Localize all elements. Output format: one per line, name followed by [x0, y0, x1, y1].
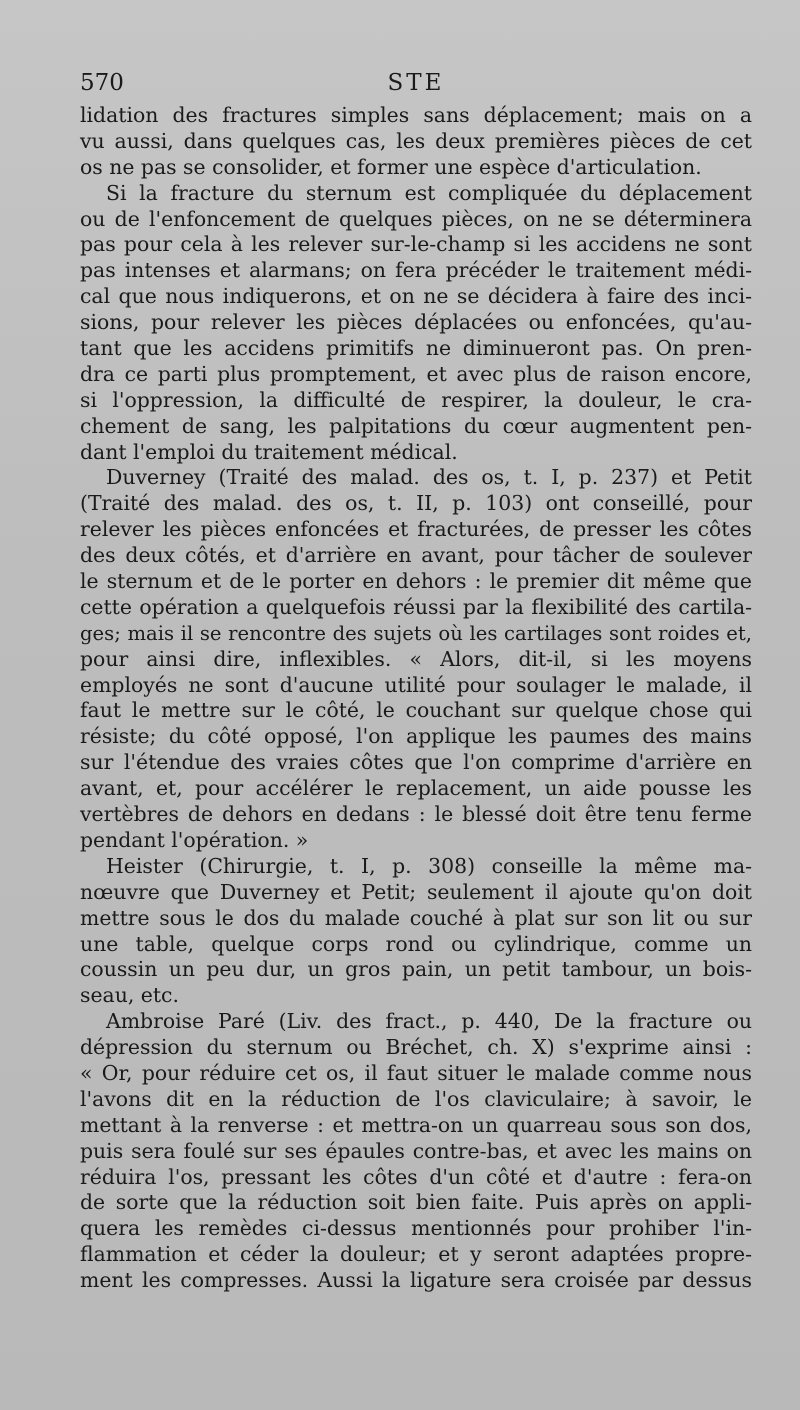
text-line: faut le mettre sur le côté, le couchant sur quelque chose qui — [80, 698, 752, 723]
text-line: cal que nous indiquerons, et on ne se décidera à faire des inci- — [80, 284, 752, 309]
text-line: avant, et, pour accélérer le replacement, un aide pousse les — [80, 776, 752, 801]
text-line: ment les compresses. Aussi la ligature sera croisée par dessus — [80, 1268, 752, 1293]
text-line: vu aussi, dans quelques cas, les deux premières pièces de cet — [80, 128, 752, 153]
text-line: de sorte que la réduction soit bien faite. Puis après on appli- — [80, 1190, 752, 1215]
text-line: Ambroise Paré (Liv. des fract., p. 440, De la fracture ou — [106, 1009, 752, 1034]
text-line: puis sera foulé sur ses épaules contre-bas, et avec les mains on — [80, 1138, 752, 1163]
text-line: lidation des fractures simples sans déplacement; mais on a — [80, 103, 752, 127]
text-line: dra ce parti plus promptement, et avec plus de raison encore, — [80, 361, 752, 386]
text-line: pas intenses et alarmans; on fera précéder le traitement médi- — [80, 258, 752, 283]
text-line: pendant l'opération. » — [80, 827, 309, 852]
text-line: quera les remèdes ci-dessus mentionnés pour prohiber l'in- — [80, 1216, 752, 1241]
text-line: résiste; du côté opposé, l'on applique les paumes des mains — [80, 724, 752, 749]
text-line: le sternum et de le porter en dehors : le premier dit même que — [80, 569, 752, 594]
text-line: pour ainsi dire, inflexibles. « Alors, dit-il, si les moyens — [80, 646, 752, 671]
text-line: relever les pièces enfoncées et fracturées, de presser les côtes — [80, 517, 752, 542]
text-line: employés ne sont d'aucune utilité pour soulager le malade, il — [80, 672, 752, 697]
text-line: nœuvre que Duverney et Petit; seulement il ajoute qu'on doit — [80, 879, 752, 904]
text-line: os ne pas se consolider, et former une espèce d'articulation. — [80, 154, 702, 179]
text-line: des deux côtés, et d'arrière en avant, pour tâcher de soulever — [80, 543, 752, 568]
text-line: coussin un peu dur, un gros pain, un petit tambour, un bois- — [80, 957, 752, 982]
text-line: mettant à la renverse : et mettra-on un quarreau sous son dos, — [80, 1112, 752, 1137]
text-line: pas pour cela à les relever sur-le-champ si les accidens ne sont — [80, 232, 752, 257]
text-line: si l'oppression, la difficulté de respirer, la douleur, le cra- — [80, 387, 752, 412]
text-line: (Traité des malad. des os, t. II, p. 103) ont conseillé, pour — [80, 491, 752, 516]
running-head: STE — [387, 70, 445, 96]
text-line: réduira l'os, pressant les côtes d'un côté et d'autre : fera-on — [80, 1164, 752, 1189]
body-text — [80, 103, 752, 1294]
text-line: une table, quelque corps rond ou cylindrique, comme un — [80, 931, 752, 956]
text-line: chement de sang, les palpitations du cœur augmentent pen- — [80, 413, 752, 438]
text-line: vertèbres de dehors en dedans : le blessé doit être tenu ferme — [80, 802, 752, 827]
text-line: mettre sous le dos du malade couché à plat sur son lit ou sur — [80, 905, 752, 930]
text-line: tant que les accidens primitifs ne diminueront pas. On pren- — [80, 336, 752, 361]
page-number: 570 — [80, 70, 124, 96]
text-line: ou de l'enfoncement de quelques pièces, on ne se déterminera — [80, 206, 752, 231]
text-line: l'avons dit en la réduction de l'os claviculaire; à savoir, le — [80, 1086, 752, 1111]
text-line: Duverney (Traité des malad. des os, t. I, p. 237) et Petit — [106, 465, 752, 490]
text-line: sions, pour relever les pièces déplacées ou enfoncées, qu'au- — [80, 310, 752, 335]
text-line: Si la fracture du sternum est compliquée du déplacement — [106, 180, 752, 205]
text-line: flammation et céder la douleur; et y seront adaptées propre- — [80, 1242, 752, 1267]
text-line: cette opération a quelquefois réussi par la flexibilité des cartila- — [80, 594, 752, 619]
text-line: ges; mais il se rencontre des sujets où les cartilages sont roides et, — [80, 621, 752, 645]
text-line: dépression du sternum ou Bréchet, ch. X) s'exprime ainsi : — [80, 1035, 752, 1060]
text-line: Heister (Chirurgie, t. I, p. 308) conseille la même ma- — [106, 853, 752, 878]
text-line: sur l'étendue des vraies côtes que l'on comprime d'arrière en — [80, 750, 752, 775]
text-line: seau, etc. — [80, 983, 179, 1008]
text-line: « Or, pour réduire cet os, il faut situer le malade comme nous — [80, 1060, 752, 1085]
text-line: dant l'emploi du traitement médical. — [80, 439, 458, 464]
page-header — [80, 70, 752, 104]
